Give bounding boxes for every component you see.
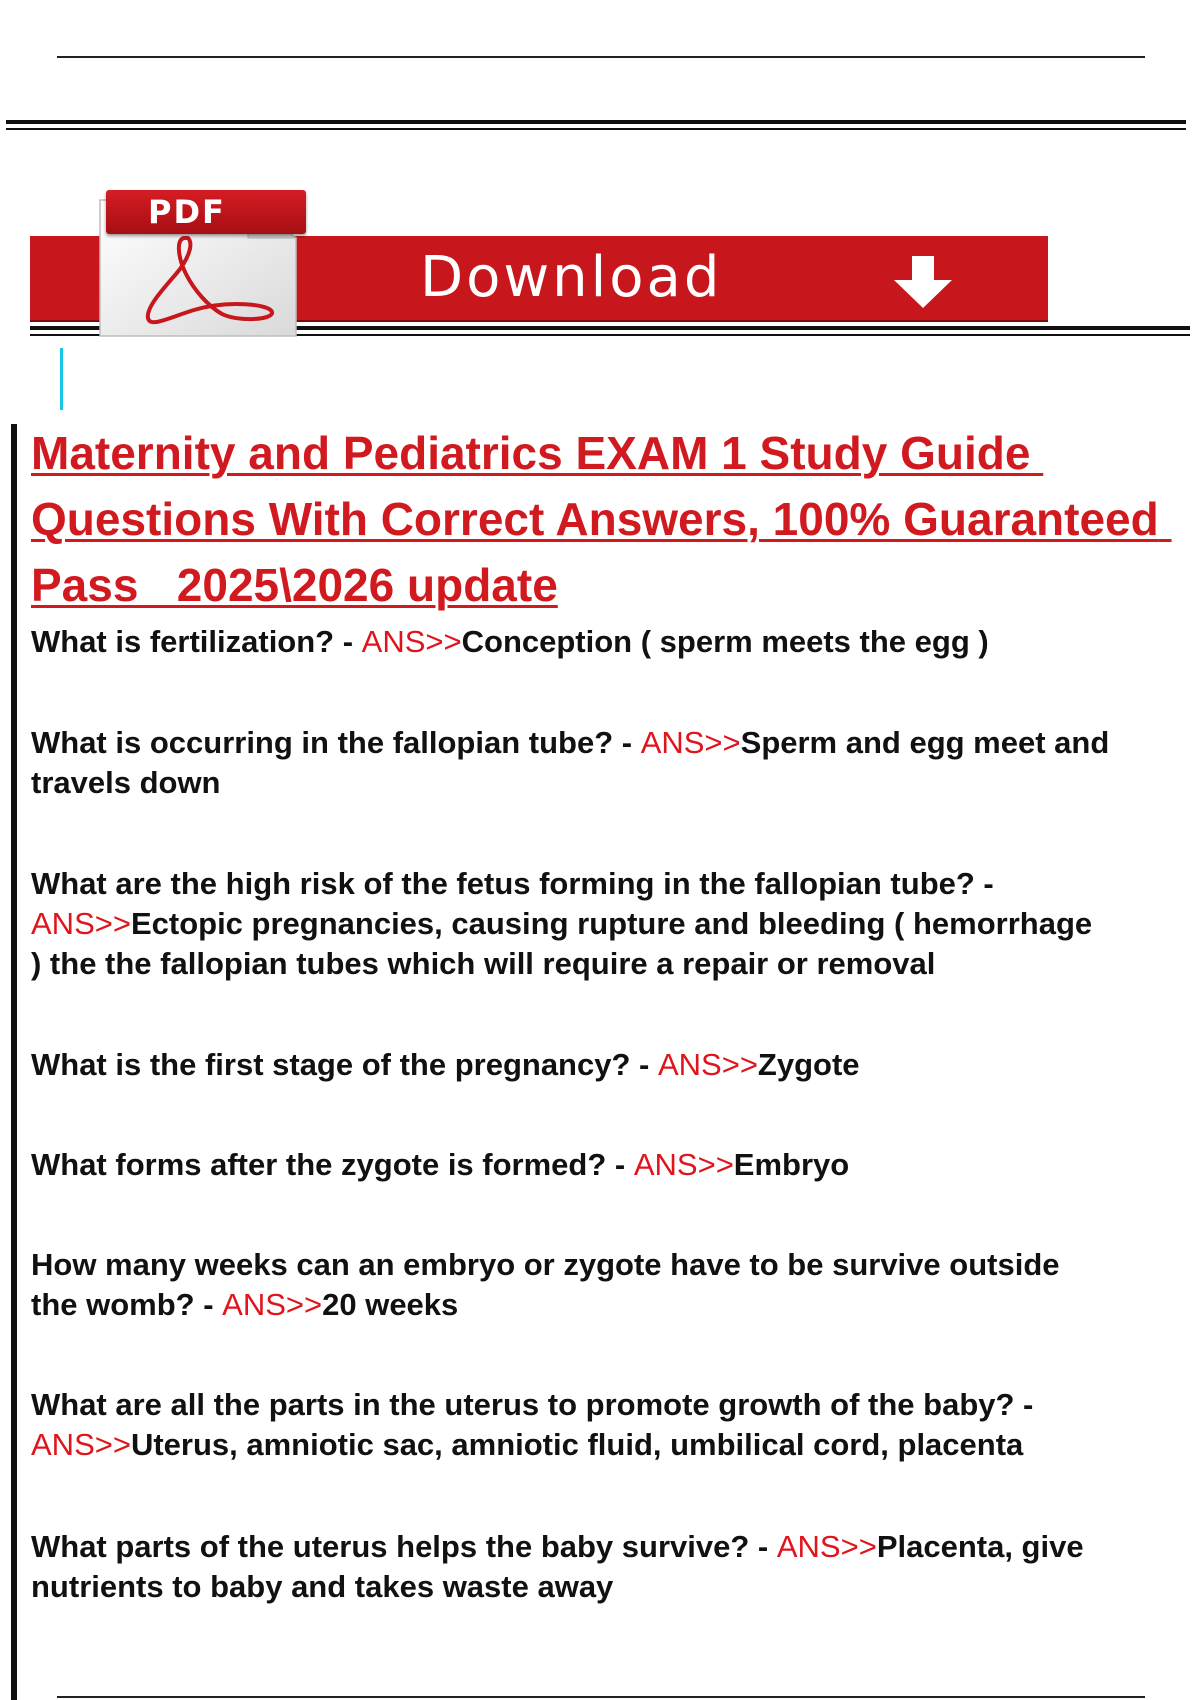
- question-text: What is fertilization? -: [31, 624, 362, 659]
- answer-text: Uterus, amniotic sac, amniotic fluid, umbilical cord, placenta: [130, 1427, 1024, 1462]
- answer-prefix: ANS>>: [361, 624, 462, 659]
- header-rule: [57, 56, 1145, 58]
- qa-item: [31, 864, 1111, 984]
- answer-text: Ectopic pregnancies, causing rupture and bleeding ( hemorrhage ) the the fallopian tubes which will require a repair or removal: [31, 906, 1093, 981]
- qa-item: [31, 1045, 1111, 1085]
- qa-item: [31, 723, 1111, 803]
- answer-prefix: ANS>>: [776, 1529, 877, 1564]
- answer-text: Conception ( sperm meets the egg ): [461, 624, 989, 659]
- answer-text: Zygote: [757, 1047, 860, 1082]
- answer-prefix: ANS>>: [222, 1287, 323, 1322]
- qa-item: [31, 622, 1111, 662]
- answer-prefix: ANS>>: [657, 1047, 758, 1082]
- question-text: What parts of the uterus helps the baby survive? -: [31, 1529, 777, 1564]
- footer-rule: [57, 1696, 1145, 1698]
- document-body: [31, 420, 1172, 1607]
- question-text: What are the high risk of the fetus forming in the fallopian tube? -: [31, 866, 994, 901]
- text-cursor: [60, 348, 63, 410]
- pdf-document-icon: [98, 178, 306, 340]
- qa-item: [31, 1527, 1111, 1607]
- download-arrow-icon[interactable]: [890, 254, 956, 310]
- qa-list: [31, 622, 1161, 1607]
- answer-prefix: ANS>>: [31, 906, 131, 941]
- answer-text: Embryo: [733, 1147, 850, 1182]
- question-text: What is the first stage of the pregnancy? -: [31, 1047, 658, 1082]
- document-title: Maternity and Pediatrics EXAM 1 Study Guide Questions With Correct Answers, 100% Guaranteed Pass 2025\2026 update: [31, 427, 1172, 611]
- pdf-label: PDF: [106, 190, 306, 234]
- answer-text: 20 weeks: [322, 1287, 459, 1322]
- qa-item: [31, 1385, 1111, 1465]
- download-label[interactable]: Download: [420, 245, 723, 310]
- qa-item: [31, 1145, 1111, 1185]
- header-double-rule: [6, 120, 1186, 130]
- answer-prefix: ANS>>: [31, 1427, 131, 1462]
- qa-item: [31, 1245, 1111, 1325]
- left-margin-bar: [11, 424, 17, 1700]
- question-text: How many weeks can an embryo or zygote have to be survive outside the womb? -: [31, 1247, 1060, 1322]
- question-text: What are all the parts in the uterus to promote growth of the baby? -: [31, 1387, 1034, 1422]
- question-text: What is occurring in the fallopian tube? -: [31, 725, 641, 760]
- answer-text: Placenta, give nutrients to baby and takes waste away: [31, 1529, 1084, 1604]
- answer-text: Sperm and egg meet and travels down: [31, 725, 1110, 800]
- answer-prefix: ANS>>: [633, 1147, 734, 1182]
- pdf-download-banner[interactable]: [30, 170, 1190, 340]
- question-text: What forms after the zygote is formed? -: [31, 1147, 634, 1182]
- answer-prefix: ANS>>: [640, 725, 741, 760]
